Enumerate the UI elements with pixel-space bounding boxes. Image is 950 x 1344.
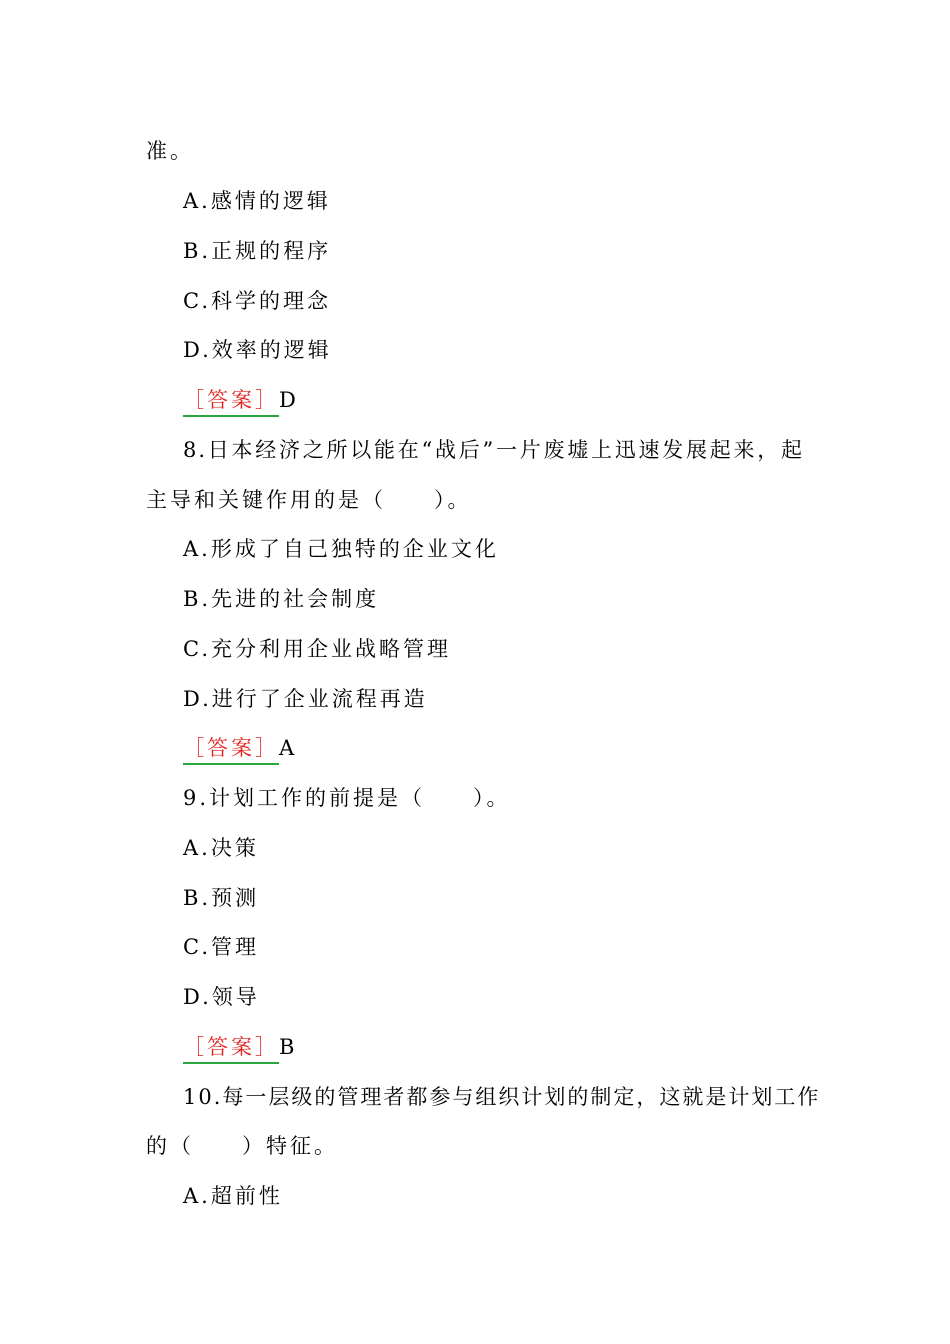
- q8-option-c: C.充分利用企业战略管理: [183, 637, 451, 661]
- q7-option-d: D.效率的逻辑: [183, 338, 332, 362]
- answer-value: B: [279, 1035, 295, 1059]
- q8-stem-line2: 主导和关键作用的是（ ）。: [146, 488, 472, 512]
- q9-stem: 9.计划工作的前提是（ ）。: [183, 786, 511, 810]
- q8-option-a: A.形成了自己独特的企业文化: [183, 537, 499, 561]
- q10-option-a: A.超前性: [183, 1184, 283, 1208]
- q8-stem-line1: 8.日本经济之所以能在“战后”一片废墟上迅速发展起来，起: [183, 438, 804, 462]
- q7-option-b: B.正规的程序: [183, 239, 332, 263]
- q9-option-d: D.领导: [183, 985, 260, 1009]
- q7-option-a: A.感情的逻辑: [183, 189, 331, 213]
- q10-stem-line1: 10.每一层级的管理者都参与组织计划的制定，这就是计划工作: [183, 1085, 821, 1109]
- answer-label: ［答案］: [183, 733, 279, 765]
- q8-option-b: B.先进的社会制度: [183, 587, 380, 611]
- q7-answer: [183, 385, 296, 417]
- answer-value: A: [279, 736, 295, 760]
- q9-option-b: B.预测: [183, 886, 260, 910]
- q10-stem-line2: 的（ ）特征。: [146, 1134, 338, 1158]
- q9-answer: [183, 1032, 294, 1064]
- q9-option-a: A.决策: [183, 836, 259, 860]
- q8-option-d: D.进行了企业流程再造: [183, 687, 428, 711]
- answer-value: D: [279, 388, 296, 412]
- q8-answer: [183, 733, 294, 765]
- answer-label: ［答案］: [183, 385, 279, 417]
- question-7-tail: 准。: [146, 139, 194, 163]
- answer-label: ［答案］: [183, 1032, 279, 1064]
- q7-option-c: C.科学的理念: [183, 289, 331, 313]
- q9-option-c: C.管理: [183, 935, 259, 959]
